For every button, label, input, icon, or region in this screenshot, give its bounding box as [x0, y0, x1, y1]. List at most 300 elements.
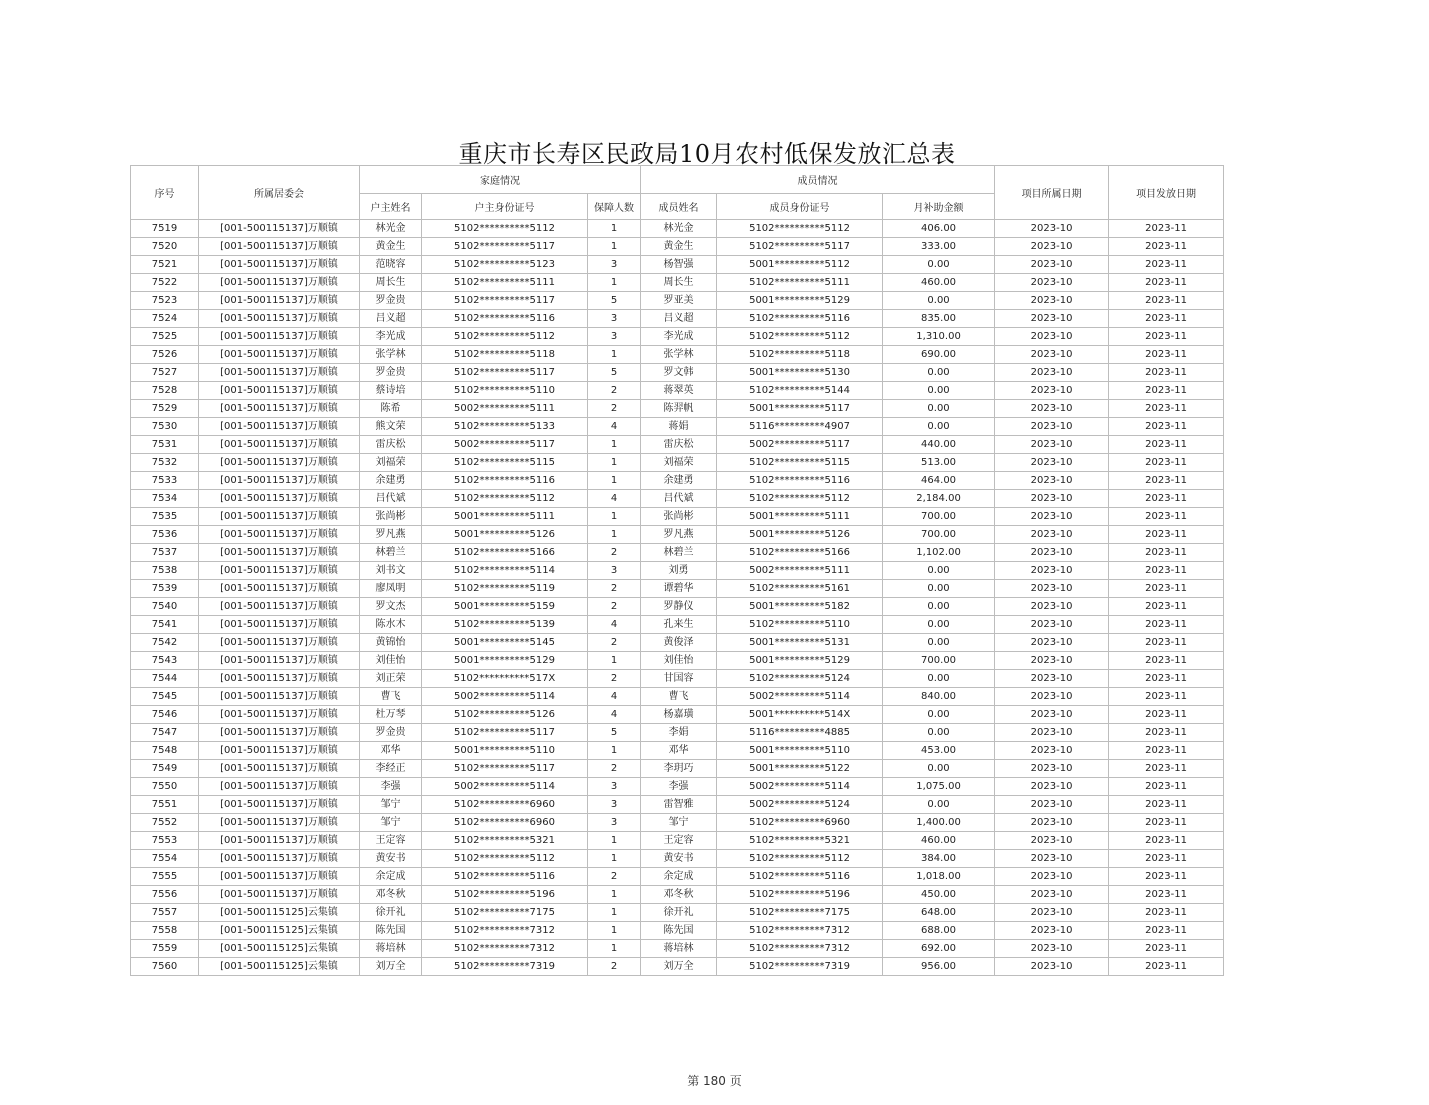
head-name-cell: 熊文荣	[360, 418, 422, 436]
seq-cell: 7526	[131, 346, 199, 364]
seq-cell: 7522	[131, 274, 199, 292]
seq-cell: 7552	[131, 814, 199, 832]
issue-date-cell: 2023-11	[1109, 580, 1224, 598]
project-date-cell: 2023-10	[995, 706, 1109, 724]
issue-date-cell: 2023-11	[1109, 634, 1224, 652]
member-id-cell: 5102**********7312	[717, 922, 883, 940]
head-id-cell: 5102**********5196	[422, 886, 588, 904]
amount-cell: 0.00	[883, 364, 995, 382]
head-name-cell: 廖凤明	[360, 580, 422, 598]
table-row	[131, 958, 1224, 976]
member-name-cell: 刘佳怡	[641, 652, 717, 670]
issue-date-cell: 2023-11	[1109, 940, 1224, 958]
amount-cell: 440.00	[883, 436, 995, 454]
head-name-cell: 黄金生	[360, 238, 422, 256]
seq-cell: 7528	[131, 382, 199, 400]
project-date-cell: 2023-10	[995, 346, 1109, 364]
seq-cell: 7549	[131, 760, 199, 778]
head-name-cell: 罗金贵	[360, 724, 422, 742]
issue-date-cell: 2023-11	[1109, 706, 1224, 724]
seq-cell: 7520	[131, 238, 199, 256]
member-id-cell: 5102**********5112	[717, 850, 883, 868]
committee-cell: [001-500115137]万顺镇	[199, 832, 360, 850]
amount-cell: 0.00	[883, 400, 995, 418]
member-id-cell: 5001**********5131	[717, 634, 883, 652]
member-id-cell: 5102**********5118	[717, 346, 883, 364]
table-row	[131, 364, 1224, 382]
amount-cell: 464.00	[883, 472, 995, 490]
amount-cell: 835.00	[883, 310, 995, 328]
table-row	[131, 256, 1224, 274]
member-id-cell: 5001**********5130	[717, 364, 883, 382]
member-id-cell: 5102**********5115	[717, 454, 883, 472]
count-cell: 1	[588, 238, 641, 256]
member-name-cell: 甘国容	[641, 670, 717, 688]
issue-date-cell: 2023-11	[1109, 238, 1224, 256]
issue-date-cell: 2023-11	[1109, 220, 1224, 238]
table-row	[131, 724, 1224, 742]
issue-date-cell: 2023-11	[1109, 382, 1224, 400]
head-name-cell: 蒋培林	[360, 940, 422, 958]
head-id-cell: 5102**********5117	[422, 292, 588, 310]
committee-cell: [001-500115137]万顺镇	[199, 346, 360, 364]
project-date-cell: 2023-10	[995, 886, 1109, 904]
committee-cell: [001-500115137]万顺镇	[199, 760, 360, 778]
member-id-cell: 5001**********5182	[717, 598, 883, 616]
committee-cell: [001-500115137]万顺镇	[199, 724, 360, 742]
head-name-cell: 刘正荣	[360, 670, 422, 688]
count-cell: 4	[588, 490, 641, 508]
head-name-cell: 罗金贵	[360, 292, 422, 310]
project-date-cell: 2023-10	[995, 814, 1109, 832]
seq-cell: 7530	[131, 418, 199, 436]
committee-cell: [001-500115137]万顺镇	[199, 418, 360, 436]
head-name-cell: 陈水木	[360, 616, 422, 634]
member-id-cell: 5102**********5116	[717, 868, 883, 886]
table-row	[131, 310, 1224, 328]
member-id-cell: 5102**********5321	[717, 832, 883, 850]
project-date-cell: 2023-10	[995, 292, 1109, 310]
head-id-cell: 5102**********5116	[422, 472, 588, 490]
issue-date-cell: 2023-11	[1109, 310, 1224, 328]
head-id-cell: 5102**********5112	[422, 328, 588, 346]
issue-date-cell: 2023-11	[1109, 814, 1224, 832]
project-date-cell: 2023-10	[995, 454, 1109, 472]
member-id-cell: 5002**********5111	[717, 562, 883, 580]
count-cell: 2	[588, 868, 641, 886]
head-id-cell: 5001**********5129	[422, 652, 588, 670]
seq-cell: 7558	[131, 922, 199, 940]
head-id-cell: 5001**********5159	[422, 598, 588, 616]
count-cell: 2	[588, 634, 641, 652]
member-name-cell: 王定容	[641, 832, 717, 850]
member-id-cell: 5001**********514X	[717, 706, 883, 724]
amount-cell: 700.00	[883, 508, 995, 526]
count-cell: 3	[588, 814, 641, 832]
head-id-cell: 5002**********5117	[422, 436, 588, 454]
member-id-cell: 5001**********5110	[717, 742, 883, 760]
project-date-cell: 2023-10	[995, 922, 1109, 940]
seq-cell: 7539	[131, 580, 199, 598]
member-id-cell: 5116**********4907	[717, 418, 883, 436]
count-cell: 1	[588, 886, 641, 904]
issue-date-cell: 2023-11	[1109, 472, 1224, 490]
issue-date-cell: 2023-11	[1109, 418, 1224, 436]
committee-cell: [001-500115137]万顺镇	[199, 778, 360, 796]
head-id-cell: 5002**********5114	[422, 688, 588, 706]
head-id-cell: 5001**********5111	[422, 508, 588, 526]
seq-cell: 7543	[131, 652, 199, 670]
project-date-cell: 2023-10	[995, 562, 1109, 580]
member-name-cell: 雷庆松	[641, 436, 717, 454]
table-row	[131, 940, 1224, 958]
member-name-cell: 周长生	[641, 274, 717, 292]
member-name-cell: 黄金生	[641, 238, 717, 256]
issue-date-cell: 2023-11	[1109, 958, 1224, 976]
member-id-cell: 5001**********5126	[717, 526, 883, 544]
committee-cell: [001-500115137]万顺镇	[199, 526, 360, 544]
member-name-cell: 杨嘉璜	[641, 706, 717, 724]
head-name-cell: 邹宁	[360, 796, 422, 814]
seq-cell: 7557	[131, 904, 199, 922]
table-row	[131, 886, 1224, 904]
seq-cell: 7547	[131, 724, 199, 742]
project-date-cell: 2023-10	[995, 490, 1109, 508]
seq-cell: 7536	[131, 526, 199, 544]
issue-date-cell: 2023-11	[1109, 526, 1224, 544]
committee-cell: [001-500115137]万顺镇	[199, 562, 360, 580]
count-cell: 3	[588, 796, 641, 814]
head-name-cell: 罗金贵	[360, 364, 422, 382]
table-row	[131, 706, 1224, 724]
project-date-cell: 2023-10	[995, 526, 1109, 544]
count-cell: 4	[588, 688, 641, 706]
project-date-cell: 2023-10	[995, 724, 1109, 742]
table-row	[131, 598, 1224, 616]
table-row	[131, 616, 1224, 634]
head-name-cell: 李光成	[360, 328, 422, 346]
head-id-cell: 5002**********5114	[422, 778, 588, 796]
committee-cell: [001-500115137]万顺镇	[199, 292, 360, 310]
project-date-cell: 2023-10	[995, 652, 1109, 670]
head-id-cell: 5102**********5123	[422, 256, 588, 274]
member-id-cell: 5102**********5110	[717, 616, 883, 634]
member-id-cell: 5001**********5129	[717, 652, 883, 670]
committee-cell: [001-500115137]万顺镇	[199, 472, 360, 490]
member-id-cell: 5102**********5112	[717, 220, 883, 238]
committee-cell: [001-500115137]万顺镇	[199, 688, 360, 706]
member-id-cell: 5001**********5129	[717, 292, 883, 310]
member-name-cell: 黄俊泽	[641, 634, 717, 652]
head-id-cell: 5102**********5117	[422, 760, 588, 778]
count-cell: 3	[588, 310, 641, 328]
member-id-cell: 5102**********5124	[717, 670, 883, 688]
head-id-cell: 5102**********5117	[422, 238, 588, 256]
head-id-cell: 5102**********6960	[422, 814, 588, 832]
amount-cell: 0.00	[883, 670, 995, 688]
table-row	[131, 688, 1224, 706]
count-cell: 3	[588, 778, 641, 796]
head-id-cell: 5102**********7312	[422, 922, 588, 940]
committee-cell: [001-500115137]万顺镇	[199, 382, 360, 400]
amount-cell: 450.00	[883, 886, 995, 904]
amount-cell: 0.00	[883, 580, 995, 598]
committee-cell: [001-500115137]万顺镇	[199, 580, 360, 598]
project-date-cell: 2023-10	[995, 940, 1109, 958]
table-row	[131, 814, 1224, 832]
count-cell: 3	[588, 328, 641, 346]
member-id-cell: 5102**********5117	[717, 238, 883, 256]
amount-cell: 384.00	[883, 850, 995, 868]
member-name-cell: 余建勇	[641, 472, 717, 490]
seq-cell: 7553	[131, 832, 199, 850]
head-id-cell: 5001**********5110	[422, 742, 588, 760]
amount-cell: 460.00	[883, 832, 995, 850]
head-name-cell: 张学林	[360, 346, 422, 364]
table-row	[131, 292, 1224, 310]
member-name-cell: 张学林	[641, 346, 717, 364]
amount-cell: 0.00	[883, 382, 995, 400]
header-project-date: 项目所属日期	[995, 166, 1109, 220]
seq-cell: 7555	[131, 868, 199, 886]
committee-cell: [001-500115137]万顺镇	[199, 886, 360, 904]
member-name-cell: 杨智强	[641, 256, 717, 274]
member-id-cell: 5002**********5124	[717, 796, 883, 814]
head-name-cell: 邓华	[360, 742, 422, 760]
seq-cell: 7556	[131, 886, 199, 904]
member-id-cell: 5102**********5196	[717, 886, 883, 904]
committee-cell: [001-500115137]万顺镇	[199, 310, 360, 328]
count-cell: 5	[588, 364, 641, 382]
table-row	[131, 454, 1224, 472]
table-row	[131, 904, 1224, 922]
count-cell: 1	[588, 940, 641, 958]
issue-date-cell: 2023-11	[1109, 724, 1224, 742]
head-id-cell: 5102**********5166	[422, 544, 588, 562]
head-name-cell: 王定容	[360, 832, 422, 850]
header-member-group: 成员情况	[641, 166, 995, 194]
issue-date-cell: 2023-11	[1109, 490, 1224, 508]
committee-cell: [001-500115125]云集镇	[199, 904, 360, 922]
project-date-cell: 2023-10	[995, 742, 1109, 760]
issue-date-cell: 2023-11	[1109, 400, 1224, 418]
count-cell: 2	[588, 670, 641, 688]
issue-date-cell: 2023-11	[1109, 760, 1224, 778]
head-name-cell: 陈先国	[360, 922, 422, 940]
seq-cell: 7535	[131, 508, 199, 526]
table-row	[131, 544, 1224, 562]
issue-date-cell: 2023-11	[1109, 742, 1224, 760]
header-seq: 序号	[131, 166, 199, 220]
issue-date-cell: 2023-11	[1109, 562, 1224, 580]
member-name-cell: 刘福荣	[641, 454, 717, 472]
seq-cell: 7544	[131, 670, 199, 688]
seq-cell: 7525	[131, 328, 199, 346]
head-id-cell: 5102**********5139	[422, 616, 588, 634]
head-id-cell: 5102**********5112	[422, 220, 588, 238]
head-id-cell: 5102**********517X	[422, 670, 588, 688]
seq-cell: 7534	[131, 490, 199, 508]
member-id-cell: 5102**********5111	[717, 274, 883, 292]
amount-cell: 0.00	[883, 598, 995, 616]
project-date-cell: 2023-10	[995, 796, 1109, 814]
member-id-cell: 5102**********7175	[717, 904, 883, 922]
table-row	[131, 634, 1224, 652]
head-id-cell: 5102**********7319	[422, 958, 588, 976]
project-date-cell: 2023-10	[995, 310, 1109, 328]
issue-date-cell: 2023-11	[1109, 616, 1224, 634]
seq-cell: 7548	[131, 742, 199, 760]
header-committee: 所属居委会	[199, 166, 360, 220]
table-row	[131, 490, 1224, 508]
member-id-cell: 5102**********5112	[717, 490, 883, 508]
member-name-cell: 罗亚美	[641, 292, 717, 310]
head-id-cell: 5102**********5321	[422, 832, 588, 850]
issue-date-cell: 2023-11	[1109, 922, 1224, 940]
seq-cell: 7521	[131, 256, 199, 274]
member-name-cell: 黄安书	[641, 850, 717, 868]
issue-date-cell: 2023-11	[1109, 544, 1224, 562]
amount-cell: 690.00	[883, 346, 995, 364]
issue-date-cell: 2023-11	[1109, 454, 1224, 472]
member-name-cell: 雷智雅	[641, 796, 717, 814]
amount-cell: 0.00	[883, 706, 995, 724]
issue-date-cell: 2023-11	[1109, 346, 1224, 364]
head-name-cell: 陈希	[360, 400, 422, 418]
project-date-cell: 2023-10	[995, 256, 1109, 274]
relief-table	[130, 165, 1224, 976]
member-id-cell: 5102**********5144	[717, 382, 883, 400]
seq-cell: 7532	[131, 454, 199, 472]
member-id-cell: 5116**********4885	[717, 724, 883, 742]
committee-cell: [001-500115137]万顺镇	[199, 364, 360, 382]
issue-date-cell: 2023-11	[1109, 364, 1224, 382]
member-name-cell: 刘勇	[641, 562, 717, 580]
count-cell: 3	[588, 256, 641, 274]
committee-cell: [001-500115137]万顺镇	[199, 238, 360, 256]
issue-date-cell: 2023-11	[1109, 832, 1224, 850]
committee-cell: [001-500115137]万顺镇	[199, 868, 360, 886]
table-row	[131, 382, 1224, 400]
count-cell: 1	[588, 472, 641, 490]
member-id-cell: 5102**********5116	[717, 310, 883, 328]
amount-cell: 700.00	[883, 652, 995, 670]
head-id-cell: 5102**********5117	[422, 364, 588, 382]
member-name-cell: 曹飞	[641, 688, 717, 706]
committee-cell: [001-500115137]万顺镇	[199, 454, 360, 472]
amount-cell: 460.00	[883, 274, 995, 292]
head-id-cell: 5102**********5133	[422, 418, 588, 436]
table-row	[131, 652, 1224, 670]
committee-cell: [001-500115137]万顺镇	[199, 490, 360, 508]
issue-date-cell: 2023-11	[1109, 328, 1224, 346]
head-name-cell: 杜万琴	[360, 706, 422, 724]
amount-cell: 333.00	[883, 238, 995, 256]
issue-date-cell: 2023-11	[1109, 688, 1224, 706]
amount-cell: 0.00	[883, 616, 995, 634]
head-name-cell: 罗文杰	[360, 598, 422, 616]
project-date-cell: 2023-10	[995, 382, 1109, 400]
committee-cell: [001-500115137]万顺镇	[199, 274, 360, 292]
member-id-cell: 5002**********5117	[717, 436, 883, 454]
seq-cell: 7540	[131, 598, 199, 616]
head-name-cell: 李经正	[360, 760, 422, 778]
head-name-cell: 林光金	[360, 220, 422, 238]
project-date-cell: 2023-10	[995, 436, 1109, 454]
head-id-cell: 5102**********5110	[422, 382, 588, 400]
head-name-cell: 徐开礼	[360, 904, 422, 922]
count-cell: 1	[588, 652, 641, 670]
head-name-cell: 刘佳怡	[360, 652, 422, 670]
head-id-cell: 5001**********5145	[422, 634, 588, 652]
table-row	[131, 418, 1224, 436]
member-name-cell: 吕代斌	[641, 490, 717, 508]
table-row	[131, 526, 1224, 544]
seq-cell: 7559	[131, 940, 199, 958]
table-row	[131, 760, 1224, 778]
project-date-cell: 2023-10	[995, 832, 1109, 850]
seq-cell: 7551	[131, 796, 199, 814]
amount-cell: 0.00	[883, 256, 995, 274]
table-row	[131, 580, 1224, 598]
seq-cell: 7554	[131, 850, 199, 868]
count-cell: 5	[588, 292, 641, 310]
committee-cell: [001-500115137]万顺镇	[199, 796, 360, 814]
member-name-cell: 罗文韩	[641, 364, 717, 382]
document-title: 重庆市长寿区民政局10月农村低保发放汇总表	[458, 140, 956, 168]
head-id-cell: 5102**********5112	[422, 850, 588, 868]
amount-cell: 0.00	[883, 796, 995, 814]
member-id-cell: 5102**********5161	[717, 580, 883, 598]
member-name-cell: 邓冬秋	[641, 886, 717, 904]
project-date-cell: 2023-10	[995, 580, 1109, 598]
amount-cell: 700.00	[883, 526, 995, 544]
member-id-cell: 5102**********5112	[717, 328, 883, 346]
table-row	[131, 850, 1224, 868]
head-name-cell: 邓冬秋	[360, 886, 422, 904]
head-id-cell: 5102**********5116	[422, 310, 588, 328]
project-date-cell: 2023-10	[995, 634, 1109, 652]
count-cell: 2	[588, 544, 641, 562]
head-name-cell: 刘书文	[360, 562, 422, 580]
committee-cell: [001-500115137]万顺镇	[199, 742, 360, 760]
head-name-cell: 范晓容	[360, 256, 422, 274]
amount-cell: 1,018.00	[883, 868, 995, 886]
member-id-cell: 5102**********5116	[717, 472, 883, 490]
project-date-cell: 2023-10	[995, 472, 1109, 490]
count-cell: 2	[588, 958, 641, 976]
count-cell: 4	[588, 706, 641, 724]
table-body	[131, 220, 1224, 976]
table-row	[131, 472, 1224, 490]
head-name-cell: 邹宁	[360, 814, 422, 832]
count-cell: 1	[588, 274, 641, 292]
member-id-cell: 5102**********7319	[717, 958, 883, 976]
amount-cell: 0.00	[883, 562, 995, 580]
member-id-cell: 5102**********5166	[717, 544, 883, 562]
project-date-cell: 2023-10	[995, 868, 1109, 886]
project-date-cell: 2023-10	[995, 670, 1109, 688]
committee-cell: [001-500115137]万顺镇	[199, 814, 360, 832]
head-id-cell: 5002**********5111	[422, 400, 588, 418]
header-member-name: 成员姓名	[641, 194, 717, 220]
project-date-cell: 2023-10	[995, 238, 1109, 256]
count-cell: 1	[588, 436, 641, 454]
project-date-cell: 2023-10	[995, 958, 1109, 976]
count-cell: 2	[588, 598, 641, 616]
amount-cell: 1,075.00	[883, 778, 995, 796]
committee-cell: [001-500115137]万顺镇	[199, 670, 360, 688]
